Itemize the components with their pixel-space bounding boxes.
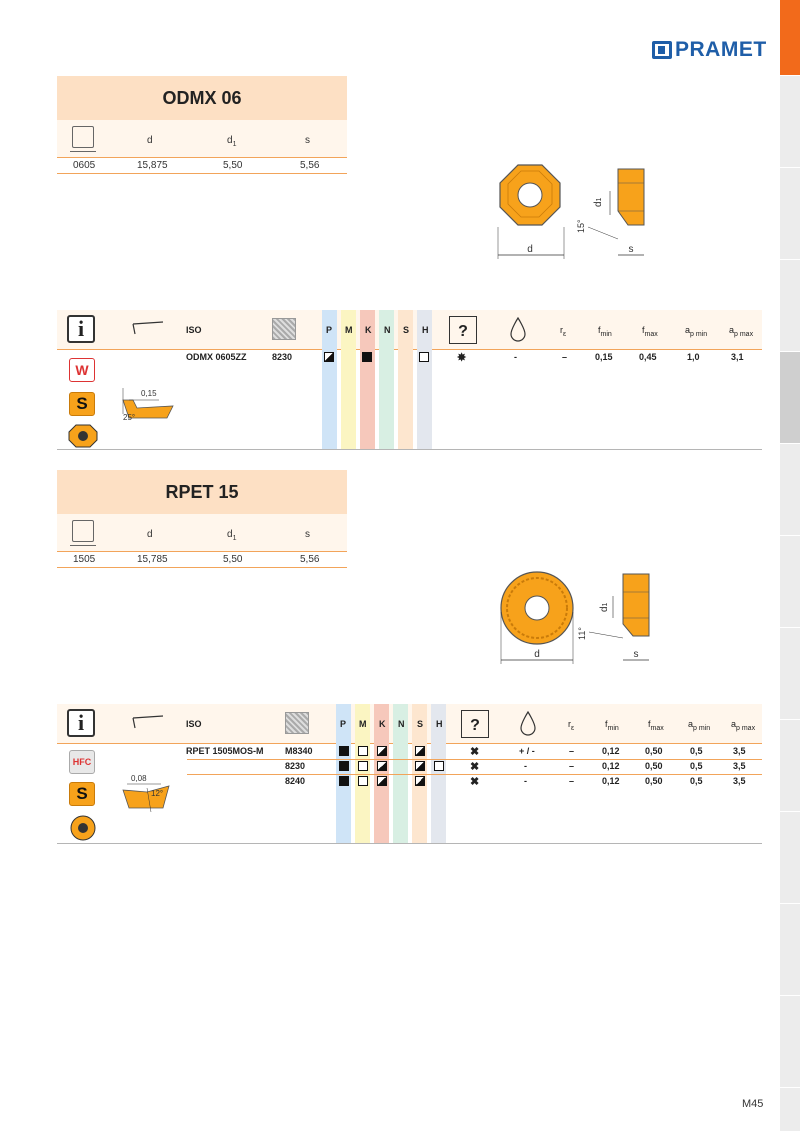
- col-fmax: $f_{max}$: [642, 325, 658, 338]
- apmin-value: 0,5: [690, 761, 703, 771]
- suitability-m-empty: [358, 776, 368, 786]
- chapter-tab: [780, 904, 800, 996]
- col-s: s: [305, 135, 310, 146]
- chapter-tab: [780, 168, 800, 260]
- chip-breaker-icon: ?: [461, 710, 489, 738]
- col-s: S: [417, 719, 424, 729]
- col-k: K: [365, 325, 372, 335]
- fmin-value: 0,15: [595, 352, 613, 362]
- insert-hole: [525, 596, 549, 620]
- col-p: P: [340, 719, 347, 729]
- iso-col-n: [379, 350, 394, 449]
- insert-hole: [518, 183, 542, 207]
- chapter-tab: [780, 628, 800, 720]
- size-d: 15,875: [137, 160, 168, 171]
- angle-line: [589, 632, 623, 638]
- pramet-logo-icon: [652, 41, 672, 59]
- dim-s: s: [628, 244, 634, 255]
- col-n: N: [384, 325, 391, 335]
- angle-line: [588, 227, 618, 239]
- col-d1: $d_1$: [227, 135, 237, 148]
- size-table-row: [57, 552, 347, 568]
- dim-d1: d1: [599, 602, 610, 612]
- col-fmin: $f_{min}$: [598, 325, 612, 338]
- col-s: S: [403, 325, 410, 335]
- col-apmin: $a_{p min}$: [685, 325, 708, 338]
- iso-col-m: [341, 350, 356, 449]
- grade-texture-icon: [285, 712, 309, 734]
- info-icon: i: [67, 709, 95, 737]
- col-d: d: [147, 135, 153, 146]
- rc-value: -: [524, 761, 527, 771]
- iso-col-p: [322, 350, 337, 449]
- section-title: RPET 15: [57, 470, 347, 514]
- dim-s: s: [633, 649, 639, 660]
- size-s: 5,56: [300, 160, 320, 171]
- grade: M8340: [285, 746, 313, 756]
- size-table-rpet: [57, 470, 347, 568]
- coolant-drop-icon: [519, 710, 537, 736]
- iso-col-s: [398, 350, 413, 449]
- dim-d: d: [534, 649, 540, 660]
- col-m: M: [345, 325, 353, 335]
- suitability-s-half: [415, 761, 425, 771]
- side-view-shape: [623, 574, 649, 636]
- col-apmax: $a_{p max}$: [731, 719, 756, 732]
- chip-breaker-icon: ?: [449, 316, 477, 344]
- col-iso: ISO: [186, 719, 202, 729]
- dim-angle: 11°: [577, 627, 587, 640]
- col-iso: ISO: [186, 325, 202, 335]
- round-insert-icon: [67, 814, 99, 842]
- designation: RPET 1505MOS-M: [186, 746, 264, 756]
- size-table-header: [57, 120, 347, 158]
- col-d: d: [147, 529, 153, 540]
- suitability-h-empty: [434, 761, 444, 771]
- section-title: ODMX 06: [57, 76, 347, 120]
- s-geometry-badge: S: [69, 782, 95, 806]
- edge-angle: 12°: [151, 789, 164, 798]
- grade-table-body: [57, 350, 762, 450]
- suitability-k-full: [362, 352, 372, 362]
- brand-logo: [652, 38, 767, 62]
- col-h: H: [436, 719, 443, 729]
- col-fmax: $f_{max}$: [648, 719, 664, 732]
- fmin-value: 0,12: [602, 761, 620, 771]
- rc2-value: –: [569, 761, 575, 771]
- apmax-value: 3,5: [733, 776, 746, 786]
- suitability-s-half: [415, 746, 425, 756]
- fmin-value: 0,12: [602, 776, 620, 786]
- col-rc: $r_\varepsilon$: [560, 325, 567, 338]
- info-icon: i: [67, 315, 95, 343]
- col-d1: $d_1$: [227, 529, 237, 542]
- suitability-p-full: [339, 776, 349, 786]
- rc2-value: –: [569, 776, 575, 786]
- apmin-value: 0,5: [690, 776, 703, 786]
- col-apmin: $a_{p min}$: [688, 719, 711, 732]
- suitability-p-full: [339, 761, 349, 771]
- fmax-value: 0,50: [645, 776, 663, 786]
- hfc-badge: HFC: [69, 750, 95, 774]
- chapter-tab-strip: [780, 0, 800, 1132]
- suitability-m-empty: [358, 761, 368, 771]
- suitability-k-half: [377, 746, 387, 756]
- chip-control-symbol: ✸: [457, 352, 467, 364]
- size-d1: 5,50: [223, 160, 243, 171]
- insert-square-icon: [72, 520, 94, 542]
- s-geometry-badge: S: [69, 392, 95, 416]
- col-k: K: [379, 719, 386, 729]
- insert-profile-icon: [131, 714, 165, 730]
- designation: ODMX 0605ZZ: [186, 352, 247, 362]
- grade-table-odmx: [57, 310, 762, 450]
- chapter-tab: [780, 720, 800, 812]
- grade-table-body: [57, 744, 762, 844]
- suitability-s-half: [415, 776, 425, 786]
- grade-table-rpet: [57, 704, 762, 844]
- col-s: s: [305, 529, 310, 540]
- fmax-value: 0,45: [639, 352, 657, 362]
- rc-value: -: [524, 776, 527, 786]
- chapter-tab-active-marker: [780, 0, 800, 76]
- chamfer-value: 0,08: [131, 774, 147, 783]
- chapter-tab: [780, 76, 800, 168]
- suitability-k-half: [377, 761, 387, 771]
- apmax-value: 3,5: [733, 761, 746, 771]
- chapter-tab: [780, 1088, 800, 1132]
- size-code: 1505: [73, 554, 96, 565]
- apmax-value: 3,1: [731, 352, 744, 362]
- chapter-tab: [780, 444, 800, 536]
- grade: 8230: [272, 352, 293, 362]
- size-table-row: [57, 158, 347, 174]
- iso-col-k: [360, 350, 375, 449]
- page-number: M45: [742, 1098, 764, 1110]
- insert-profile-icon: [131, 320, 165, 336]
- cutting-edge-profile: [115, 378, 185, 422]
- fmax-value: 0,50: [645, 761, 663, 771]
- coolant-drop-icon: [509, 316, 527, 342]
- grade: 8240: [285, 776, 306, 786]
- dim-d1: d1: [593, 197, 604, 207]
- fmax-value: 0,50: [645, 746, 663, 756]
- apmax-value: 3,5: [733, 746, 746, 756]
- suitability-m-empty: [358, 746, 368, 756]
- insert-square-icon: [72, 126, 94, 148]
- suitability-p-full: [339, 746, 349, 756]
- size-table-odmx: [57, 76, 347, 174]
- col-rc: $r_\varepsilon$: [568, 719, 575, 732]
- iso-col-h: [417, 350, 432, 449]
- size-s: 5,56: [300, 554, 320, 565]
- rc2-value: –: [562, 352, 568, 362]
- grade: 8230: [285, 761, 306, 771]
- dim-d: d: [527, 244, 533, 255]
- col-n: N: [398, 719, 405, 729]
- side-view-shape: [618, 169, 644, 225]
- size-d: 15,785: [137, 554, 168, 565]
- col-p: P: [326, 325, 333, 335]
- chapter-tab-current: [780, 352, 800, 444]
- apmin-value: 1,0: [687, 352, 700, 362]
- col-m: M: [359, 719, 367, 729]
- col-apmax: $a_{p max}$: [729, 325, 754, 338]
- chapter-tab: [780, 996, 800, 1088]
- size-d1: 5,50: [223, 554, 243, 565]
- chip-control-symbol: ✖: [470, 746, 480, 758]
- rpet-insert-drawing: [495, 568, 665, 668]
- col-h: H: [422, 325, 429, 335]
- rc2-value: –: [569, 746, 575, 756]
- suitability-k-half: [377, 776, 387, 786]
- size-code: 0605: [73, 160, 96, 171]
- cutting-edge-profile: [117, 768, 187, 814]
- wiper-badge: W: [69, 358, 95, 382]
- grade-texture-icon: [272, 318, 296, 340]
- chapter-tab: [780, 260, 800, 352]
- apmin-value: 0,5: [690, 746, 703, 756]
- size-table-header: [57, 514, 347, 552]
- grade-table-header: [57, 704, 762, 744]
- col-fmin: $f_{min}$: [605, 719, 619, 732]
- grade-table-header: [57, 310, 762, 350]
- chip-control-symbol: ✖: [470, 761, 480, 773]
- suitability-p-half: [324, 352, 334, 362]
- octagon-insert-icon: [67, 422, 99, 448]
- brand-name: PRAMET: [675, 38, 767, 61]
- chapter-tab: [780, 812, 800, 904]
- dim-angle: 15°: [576, 219, 586, 233]
- suitability-h-empty: [419, 352, 429, 362]
- odmx-insert-drawing: [490, 155, 665, 270]
- edge-angle: 25°: [123, 413, 136, 422]
- chamfer-value: 0,15: [141, 389, 157, 398]
- rc-value: + / -: [519, 746, 535, 756]
- rc-value: -: [514, 352, 517, 362]
- fmin-value: 0,12: [602, 746, 620, 756]
- chip-control-symbol: ✖: [470, 776, 480, 788]
- chapter-tab: [780, 536, 800, 628]
